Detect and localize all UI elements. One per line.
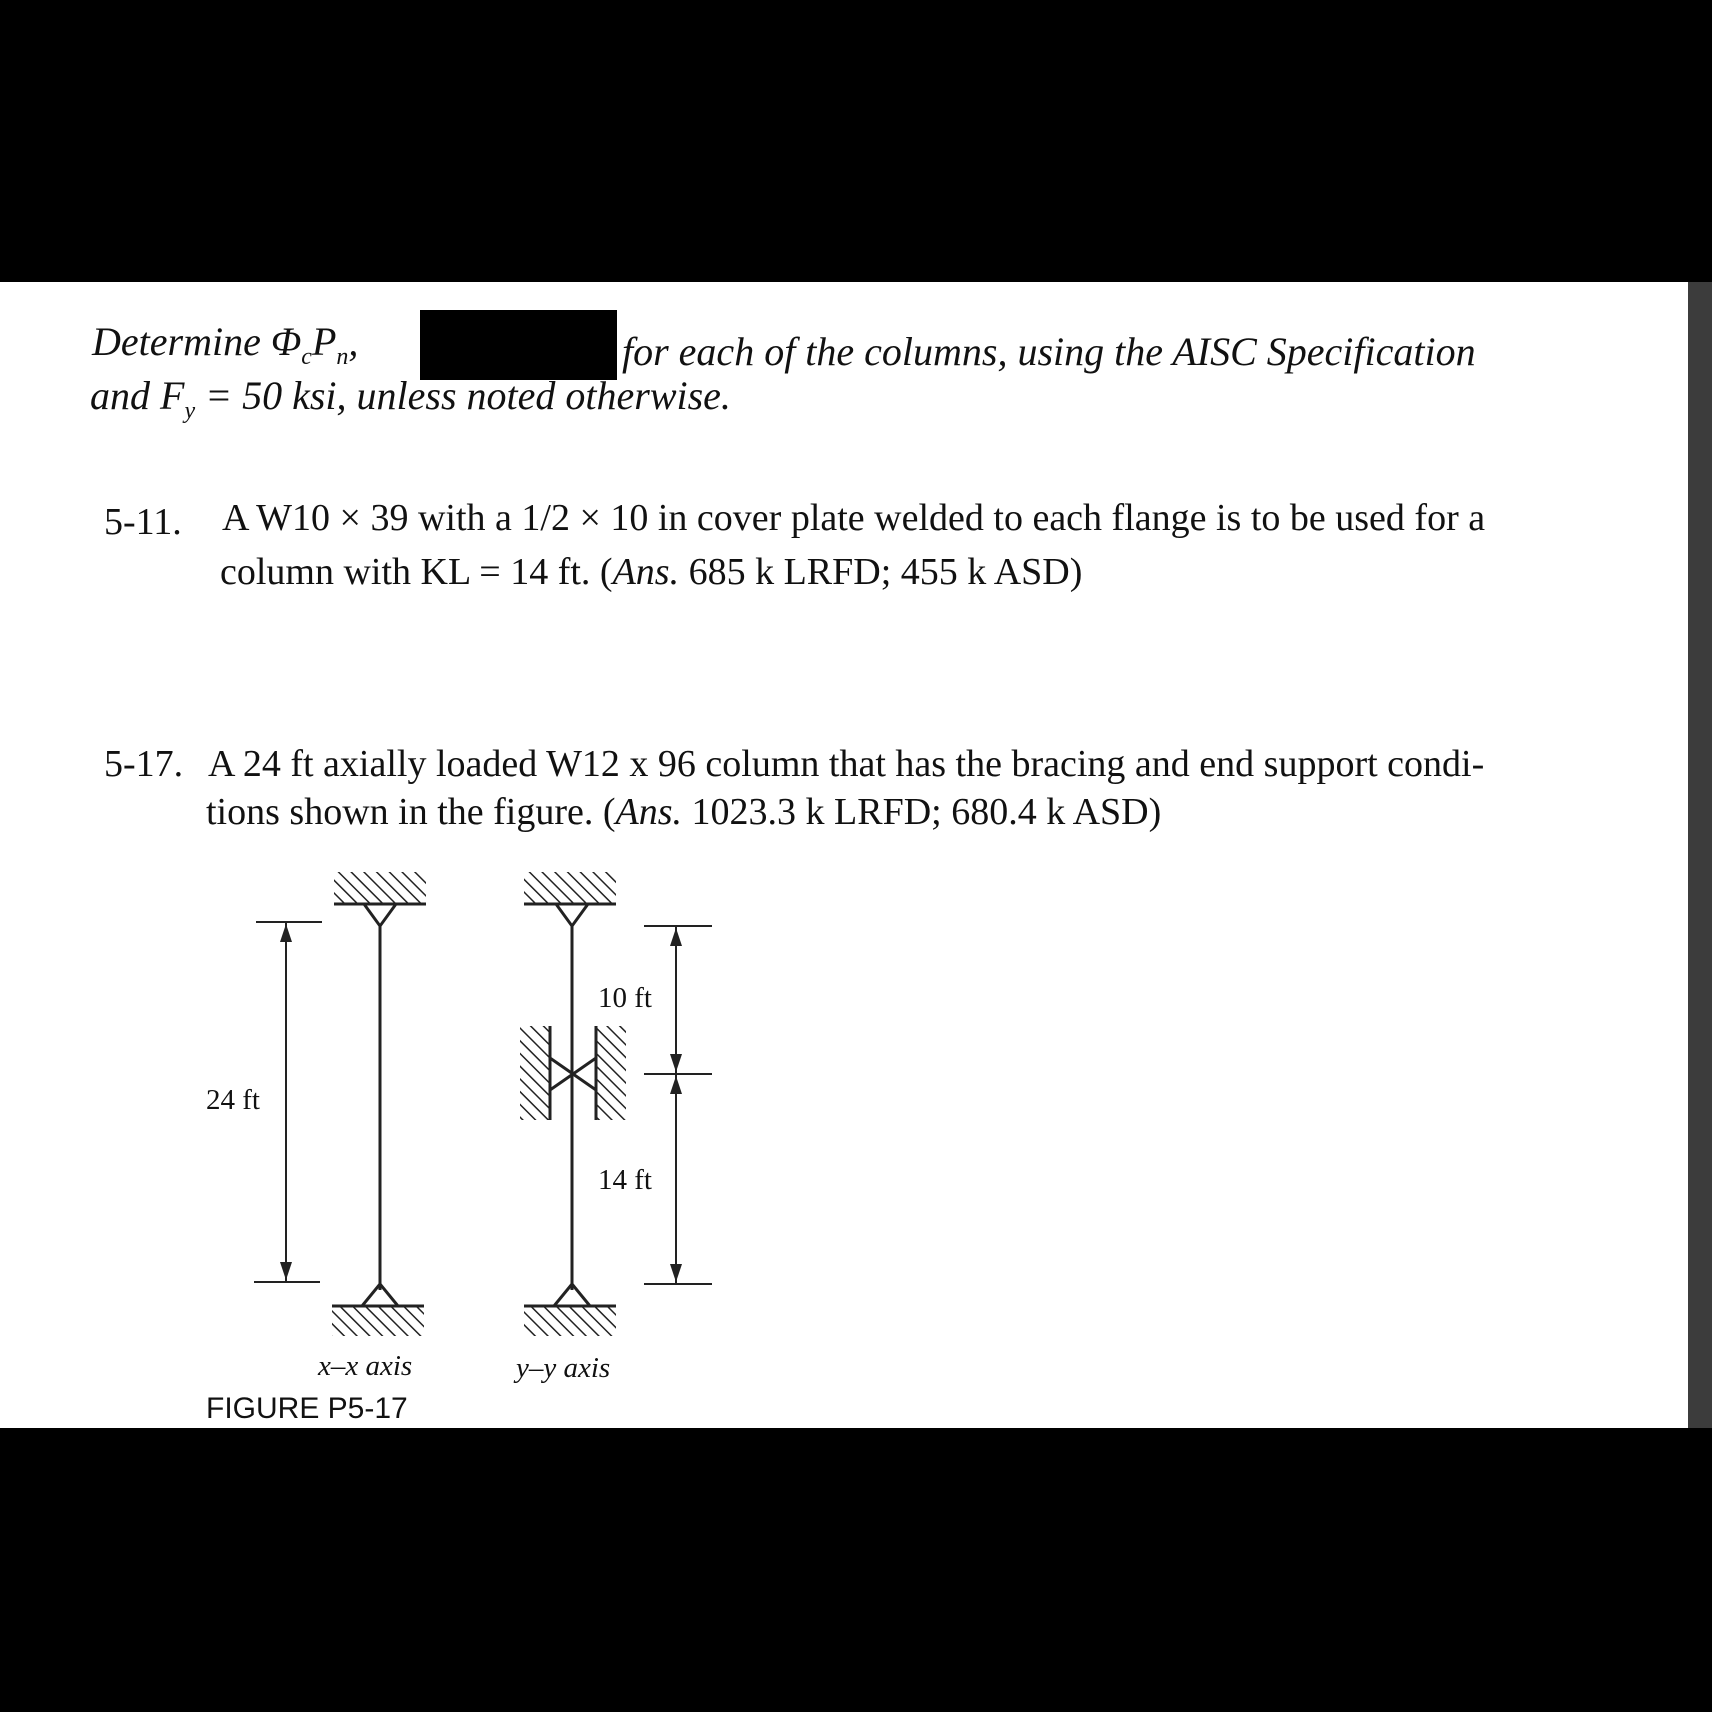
intro-and-f: and F	[90, 373, 185, 418]
x-dimension-label: 24 ft	[206, 1084, 260, 1116]
problem-5-11-line-2-text: column with KL = 14 ft. (	[220, 551, 613, 593]
y-brace-left-hatch	[520, 1026, 550, 1120]
problem-5-11-ans-label: Ans.	[612, 551, 680, 593]
x-axis-label: x–x axis	[318, 1350, 413, 1382]
x-top-support-hatch	[334, 872, 426, 904]
y-axis-label: y–y axis	[516, 1352, 611, 1384]
problem-5-17-number: 5-17.	[104, 743, 184, 785]
y-dimension-bottom-label: 14 ft	[598, 1164, 652, 1196]
intro-phi-sub: c	[301, 344, 312, 370]
problem-5-17-ans-label: Ans.	[615, 791, 683, 833]
intro-p: P	[311, 319, 337, 364]
x-top-pin	[364, 904, 396, 926]
y-top-support-hatch	[524, 872, 616, 904]
problem-5-11-answer: 685 k LRFD; 455 k ASD)	[679, 551, 1083, 593]
problem-5-11-line-1: A W10 × 39 with a 1/2 × 10 in cover plate welded to each flange is to be used for a	[222, 497, 1486, 539]
x-x-column	[254, 872, 426, 1336]
y-brace-right-hatch	[596, 1026, 626, 1120]
x-bottom-support-hatch	[332, 1306, 424, 1336]
intro-fy-sub: y	[184, 398, 196, 424]
intro-line-1-after: for each of the columns, using the AISC Specification	[622, 329, 1476, 374]
intro-fy-rest: = 50 ksi, unless noted otherwise.	[195, 373, 731, 418]
y-bottom-support-hatch	[524, 1306, 616, 1336]
y-dimension-top-label: 10 ft	[598, 982, 652, 1014]
problem-5-17-line-2-text: tions shown in the figure. (	[206, 791, 616, 833]
intro-p-sub: n	[336, 344, 349, 370]
figure-caption: FIGURE P5-17	[206, 1392, 408, 1425]
problem-5-17-answer: 1023.3 k LRFD; 680.4 k ASD)	[682, 791, 1162, 833]
intro-determine: Determine Φ	[92, 319, 302, 364]
intro-comma: ,	[348, 319, 359, 364]
y-top-pin	[556, 904, 588, 926]
y-y-column	[520, 872, 712, 1336]
problem-5-11-number: 5-11.	[104, 501, 182, 543]
problem-5-17-line-1: A 24 ft axially loaded W12 x 96 column that has the bracing and end support condi-	[208, 743, 1485, 785]
